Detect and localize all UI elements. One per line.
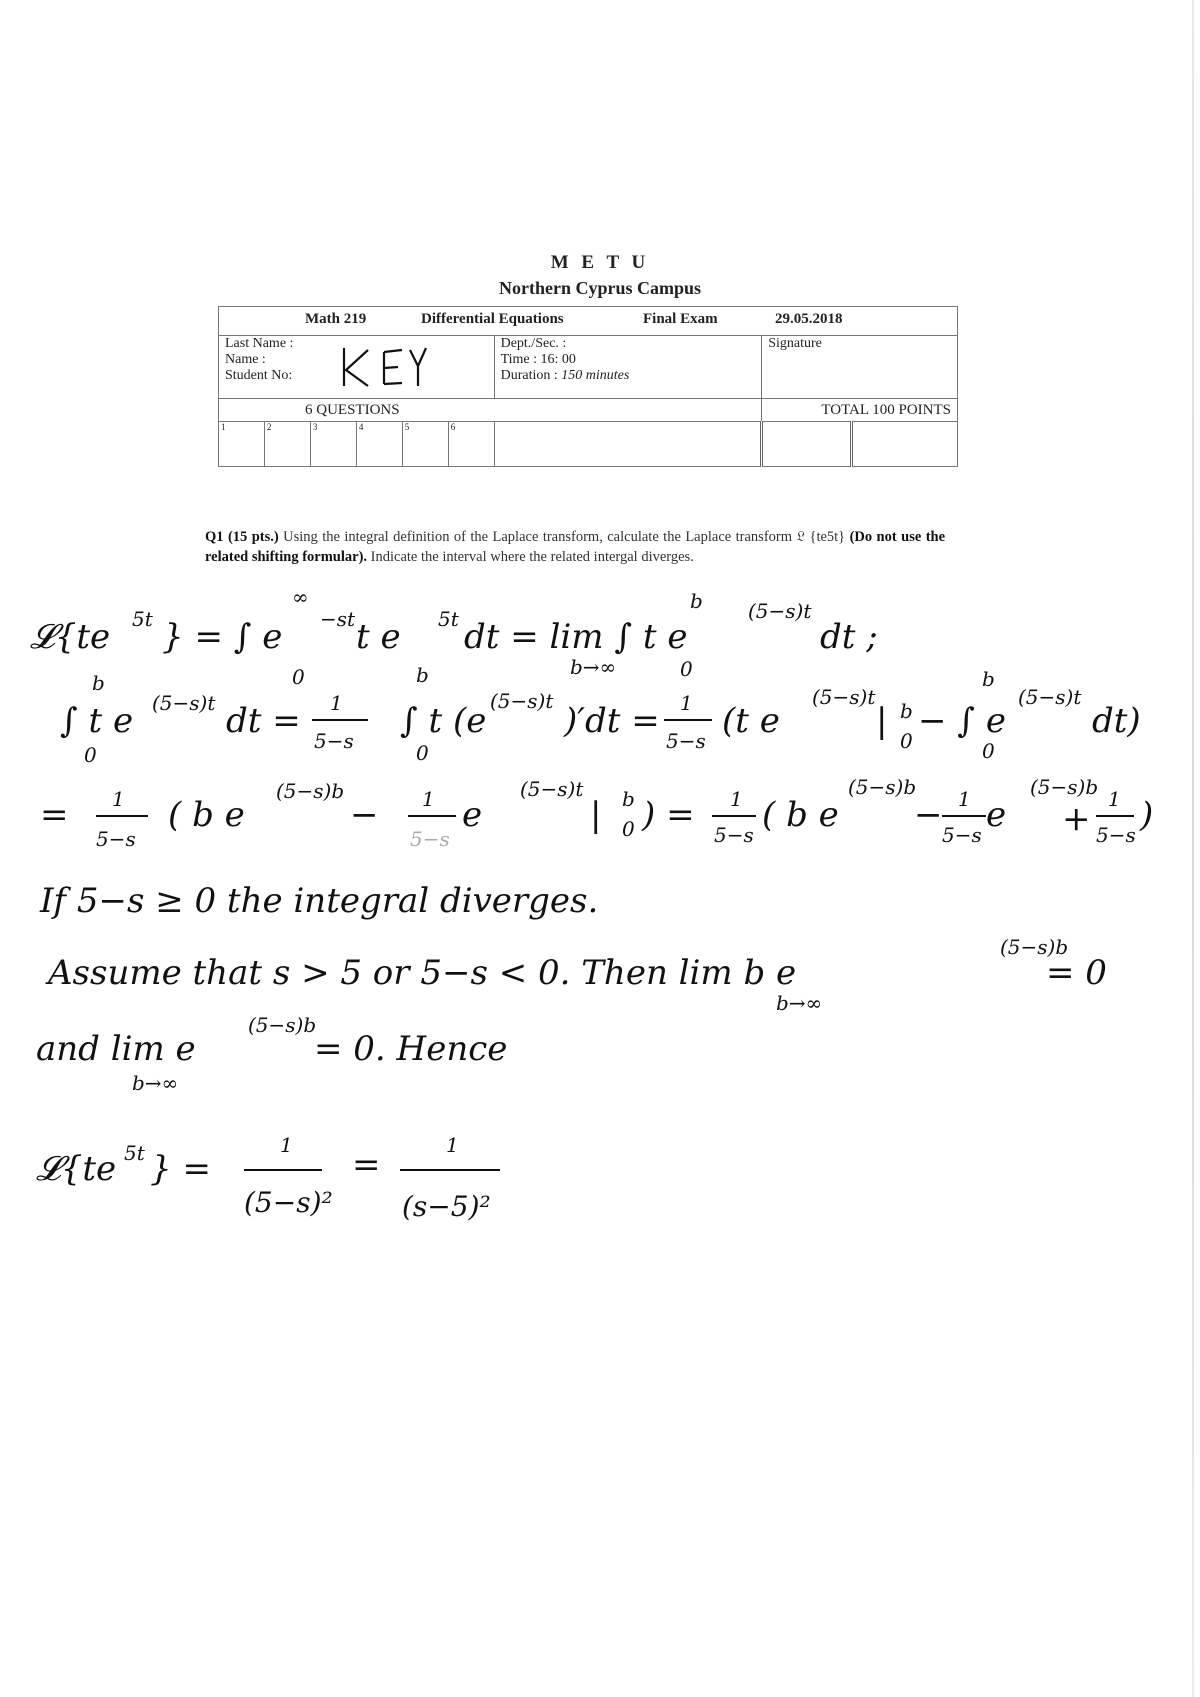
- l6-lim-sub: b→∞: [132, 1071, 179, 1095]
- l6-a: and lim e: [36, 1029, 196, 1069]
- campus-title: Northern Cyprus Campus: [498, 278, 702, 298]
- student-no-label: Student No:: [225, 368, 293, 383]
- l3-frac5-den: 5−s: [1096, 823, 1136, 847]
- l2-g: − ∫ e: [918, 701, 1006, 741]
- l5-a: Assume that s > 5 or 5−s < 0. Then lim b e: [48, 953, 797, 993]
- l3-frac4-den: 5−s: [942, 823, 982, 847]
- l2-frac1-num: 1: [330, 691, 343, 715]
- l2-a: ∫ t e: [60, 701, 134, 741]
- l2-frac1-den: 5−s: [314, 729, 354, 753]
- l3-exp3: (5−s)b: [848, 775, 917, 799]
- time-label: Time :: [500, 352, 538, 367]
- l3-exp4: (5−s)b: [1030, 775, 1099, 799]
- l3-c: −: [350, 795, 379, 835]
- l2-exp2: (5−s)t: [490, 689, 554, 713]
- question-label: Q1 (15 pts.): [205, 529, 279, 545]
- l3-k: ): [1140, 795, 1154, 835]
- l7-eq: =: [352, 1145, 381, 1185]
- l3-e-b: b: [622, 787, 635, 811]
- score-cell-3: 3: [311, 422, 357, 466]
- l3-d: e: [462, 795, 483, 835]
- l2-exp3: (5−s)t: [812, 685, 876, 709]
- l3-frac1-num: 1: [112, 787, 125, 811]
- l3-e-zero: 0: [622, 817, 635, 841]
- l7-den2: (s−5)²: [402, 1190, 491, 1223]
- course-code: Math 219: [305, 311, 367, 327]
- score-cell-4: 4: [357, 422, 403, 466]
- l3-g: ( b e: [762, 795, 839, 835]
- l3-a: =: [40, 795, 69, 835]
- l2-f: |: [876, 701, 888, 741]
- exam-date: 29.05.2018: [775, 311, 843, 327]
- l1-mid: } = ∫ e: [162, 617, 283, 657]
- l2-exp1: (5−s)t: [152, 691, 216, 715]
- total-points: TOTAL 100 POINTS: [762, 399, 958, 422]
- duration-value: 150 minutes: [561, 368, 630, 383]
- last-name-label: Last Name :: [225, 336, 294, 351]
- l2-d: )′dt =: [564, 701, 660, 741]
- l1-exp: 5t: [132, 607, 153, 631]
- solution-line-1: [30, 585, 878, 689]
- time-value: 16: 00: [540, 352, 576, 367]
- question-text-1: Using the integral definition of the Laplace transform, calculate the Laplace transform: [283, 529, 793, 545]
- l1-zero: 0: [292, 665, 305, 689]
- l7-num1: 1: [280, 1133, 293, 1157]
- l1-c: dt = lim ∫ t e: [464, 617, 688, 657]
- l3-frac1-den: 5−s: [96, 827, 136, 851]
- solution-line-7: [36, 1133, 500, 1223]
- l5-b: = 0: [1046, 953, 1107, 993]
- l3-j: +: [1062, 799, 1091, 839]
- l3-frac3-den: 5−s: [714, 823, 754, 847]
- score-cell-6: 6: [450, 422, 456, 432]
- l3-e: |: [590, 795, 602, 835]
- questions-count: 6 QUESTIONS: [219, 399, 762, 422]
- l7-num2: 1: [446, 1133, 459, 1157]
- solution-line-4: If 5−s ≥ 0 the integral diverges.: [40, 881, 599, 921]
- name-label: Name :: [225, 352, 266, 367]
- l2-c: ∫ t (e: [400, 701, 487, 741]
- l2-zero2: 0: [416, 741, 429, 765]
- question-transform: 𝔏 {te5t}: [796, 529, 846, 545]
- l2-g-b: b: [982, 667, 995, 691]
- l7-den1: (5−s)²: [244, 1186, 333, 1219]
- l3-h: −: [914, 795, 943, 835]
- solution-line-3: [40, 775, 1153, 851]
- l3-frac5-num: 1: [1108, 787, 1121, 811]
- l1-zero2: 0: [680, 657, 693, 681]
- l2-h: dt): [1092, 701, 1141, 741]
- l1-b-limit: b: [690, 589, 703, 613]
- score-cell-5: 5: [403, 422, 449, 466]
- l3-exp1: (5−s)b: [276, 779, 345, 803]
- l3-frac2-num: 1: [422, 787, 435, 811]
- l2-f-zero: 0: [900, 729, 913, 753]
- question-text-2: Indicate the interval where the related intergal diverges.: [370, 549, 694, 565]
- duration-label: Duration :: [500, 368, 558, 383]
- signature-label: Signature: [768, 336, 822, 351]
- l6-b: = 0. Hence: [314, 1029, 508, 1069]
- l2-frac2-num: 1: [680, 691, 693, 715]
- l2-exp4: (5−s)t: [1018, 685, 1082, 709]
- solution-line-6: [36, 1013, 507, 1095]
- exam-type: Final Exam: [643, 311, 718, 327]
- question-bold-note: (Do not use the related shifting formular).: [205, 529, 946, 565]
- l3-frac3-num: 1: [730, 787, 743, 811]
- l5-exp: (5−s)b: [1000, 935, 1069, 959]
- l1-d: dt ;: [820, 617, 878, 657]
- solution-line-5: [45, 935, 1107, 1015]
- l1-b: t e: [356, 617, 401, 657]
- l3-b: ( b e: [168, 795, 245, 835]
- l3-exp2: (5−s)t: [520, 777, 584, 801]
- l7-a: 𝓛{te: [36, 1149, 117, 1189]
- l2-zero: 0: [84, 743, 97, 767]
- l5-lim-sub: b→∞: [776, 991, 823, 1015]
- l7-b: } =: [150, 1149, 211, 1189]
- l2-e: (t e: [722, 701, 780, 741]
- university-title: M E T U: [550, 252, 650, 273]
- l2-b: dt =: [226, 701, 301, 741]
- l1-exp4: (5−s)t: [748, 599, 812, 623]
- l6-exp: (5−s)b: [248, 1013, 317, 1037]
- l1-lhs: 𝓛{te: [30, 617, 111, 657]
- score-cell-1: 1: [219, 422, 265, 466]
- dept-label: Dept./Sec. :: [500, 336, 567, 351]
- l2-frac2-den: 5−s: [666, 729, 706, 753]
- course-title: Differential Equations: [421, 311, 564, 327]
- l3-f: ) =: [642, 795, 695, 835]
- l1-lim-sub: b→∞: [570, 655, 617, 679]
- l2-b-limit: b: [92, 671, 105, 695]
- score-cell-2: 2: [265, 422, 311, 466]
- l3-frac4-num: 1: [958, 787, 971, 811]
- l3-frac2-den: 5−s: [410, 827, 450, 851]
- l3-i: e: [986, 795, 1007, 835]
- l2-b-limit2: b: [416, 663, 429, 687]
- l7-exp: 5t: [124, 1141, 145, 1165]
- l1-exp3: 5t: [438, 607, 459, 631]
- l2-g-zero: 0: [982, 739, 995, 763]
- l2-f-b: b: [900, 699, 913, 723]
- l1-inf: ∞: [292, 585, 309, 609]
- l1-exp2: −st: [320, 607, 356, 631]
